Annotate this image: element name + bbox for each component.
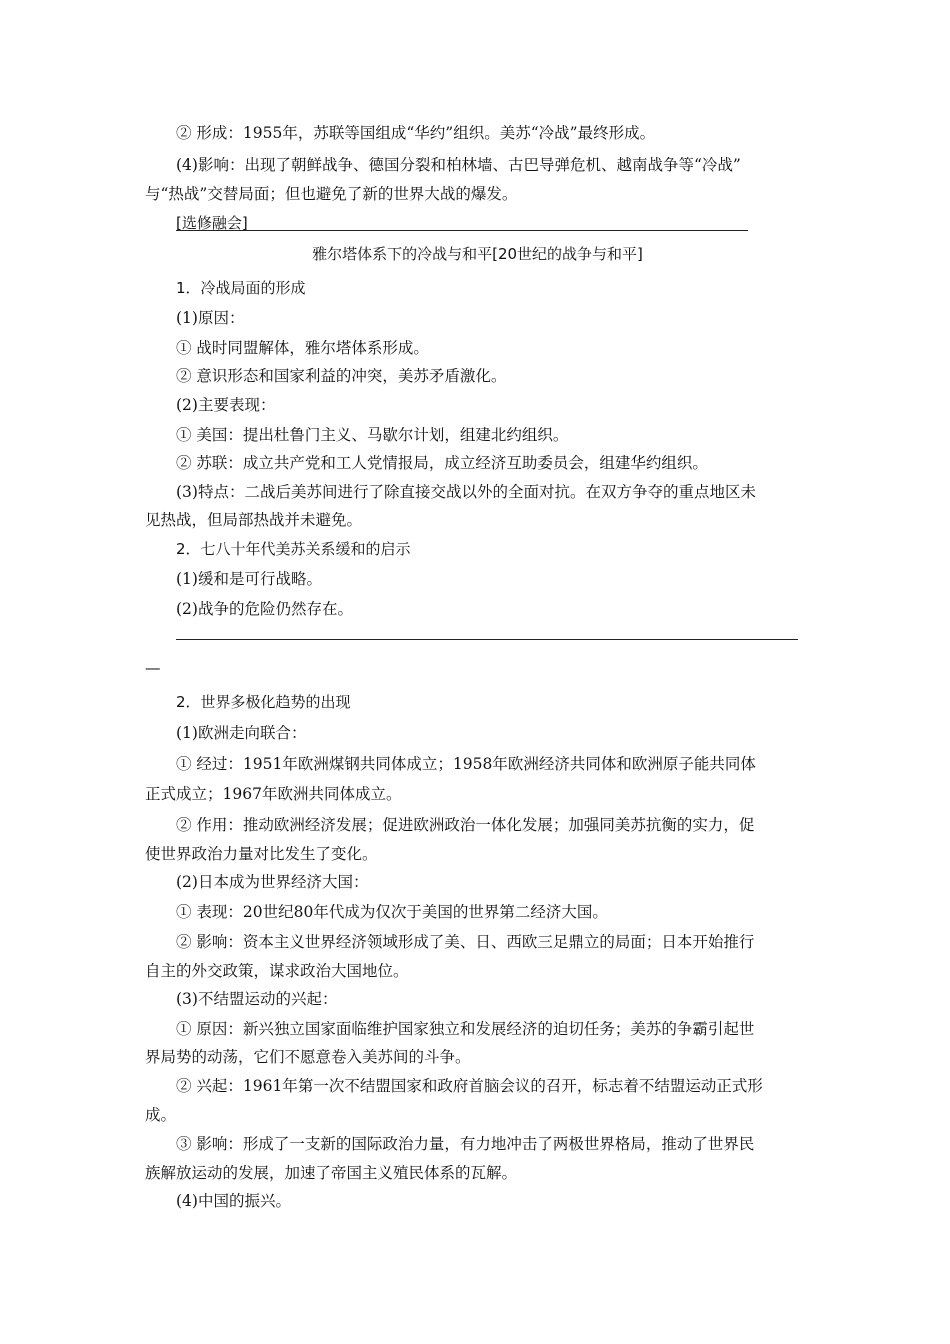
feature-paragraph: (3)特点：二战后美苏间进行了除直接交战以外的全面对抗。在双方争夺的重点地区未 (176, 483, 756, 501)
japan-label: (2)日本成为世界经济大国： (176, 873, 369, 891)
nam-item-2: ② 兴起：1961年第一次不结盟国家和政府首脑会议的召开，标志着不结盟运动正式形 (176, 1077, 763, 1095)
main-label: (2)主要表现： (176, 396, 276, 414)
paragraph-impact-cont: 与“热战”交替局面；但也避免了新的世界大战的爆发。 (145, 185, 518, 203)
main-item-2: ② 苏联：成立共产党和工人党情报局，成立经济互助委员会，组建华约组织。 (176, 454, 708, 472)
feature-paragraph-cont: 见热战，但局部热战并未避免。 (145, 511, 363, 529)
nam-item-1: ① 原因：新兴独立国家面临维护国家独立和发展经济的迫切任务；美苏的争霸引起世 (176, 1020, 755, 1038)
paragraph-formation: ② 形成：1955年，苏联等国组成“华约”组织。美苏“冷战”最终形成。 (176, 124, 656, 142)
nam-item-3: ③ 影响：形成了一支新的国际政治力量，有力地冲击了两极世界格局，推动了世界民 (176, 1135, 755, 1153)
europe-label: (1)欧洲走向联合： (176, 724, 307, 742)
china-label: (4)中国的振兴。 (176, 1192, 291, 1210)
closing-dash: — (145, 659, 161, 677)
closing-rule (176, 639, 798, 640)
nam-item-3-cont: 族解放运动的发展，加速了帝国主义殖民体系的瓦解。 (145, 1164, 518, 1182)
cause-item-1: ① 战时同盟解体，雅尔塔体系形成。 (176, 339, 429, 357)
nam-item-2-cont: 成。 (145, 1106, 177, 1124)
section-heading-multipolar: 2．世界多极化趋势的出现 (176, 693, 351, 711)
detente-item-2: (2)战争的危险仍然存在。 (176, 600, 353, 618)
europe-item-2-cont: 使世界政治力量对比发生了变化。 (145, 845, 378, 863)
japan-item-1: ① 表现：20世纪80年代成为仅次于美国的世界第二经济大国。 (176, 903, 608, 921)
section-heading-detente: 2．七八十年代美苏关系缓和的启示 (176, 540, 411, 558)
paragraph-impact: (4)影响：出现了朝鲜战争、德国分裂和柏林墙、古巴导弹危机、越南战争等“冷战” (176, 156, 741, 174)
japan-item-2: ② 影响：资本主义世界经济领域形成了美、日、西欧三足鼎立的局面；日本开始推行 (176, 933, 755, 951)
elective-tag: [选修融会] (176, 214, 248, 232)
main-item-1: ① 美国：提出杜鲁门主义、马歇尔计划，组建北约组织。 (176, 426, 569, 444)
europe-item-1-cont: 正式成立；1967年欧洲共同体成立。 (145, 785, 402, 803)
detente-item-1: (1)缓和是可行战略。 (176, 570, 322, 588)
elective-title: 雅尔塔体系下的冷战与和平[20世纪的战争与和平] (312, 245, 643, 263)
section-heading-cold-war: 1．冷战局面的形成 (176, 279, 306, 297)
cause-label: (1)原因： (176, 309, 245, 327)
europe-item-2: ② 作用：推动欧洲经济发展；促进欧洲政治一体化发展；加强同美苏抗衡的实力，促 (176, 816, 755, 834)
cause-item-2: ② 意识形态和国家利益的冲突，美苏矛盾激化。 (176, 367, 507, 385)
europe-item-1: ① 经过：1951年欧洲煤钢共同体成立；1958年欧洲经济共同体和欧洲原子能共同体 (176, 755, 756, 773)
nam-item-1-cont: 界局势的动荡，它们不愿意卷入美苏间的斗争。 (145, 1048, 471, 1066)
japan-item-2-cont: 自主的外交政策，谋求政治大国地位。 (145, 962, 409, 980)
elective-tag-underline (176, 230, 748, 231)
nam-label: (3)不结盟运动的兴起： (176, 990, 338, 1008)
